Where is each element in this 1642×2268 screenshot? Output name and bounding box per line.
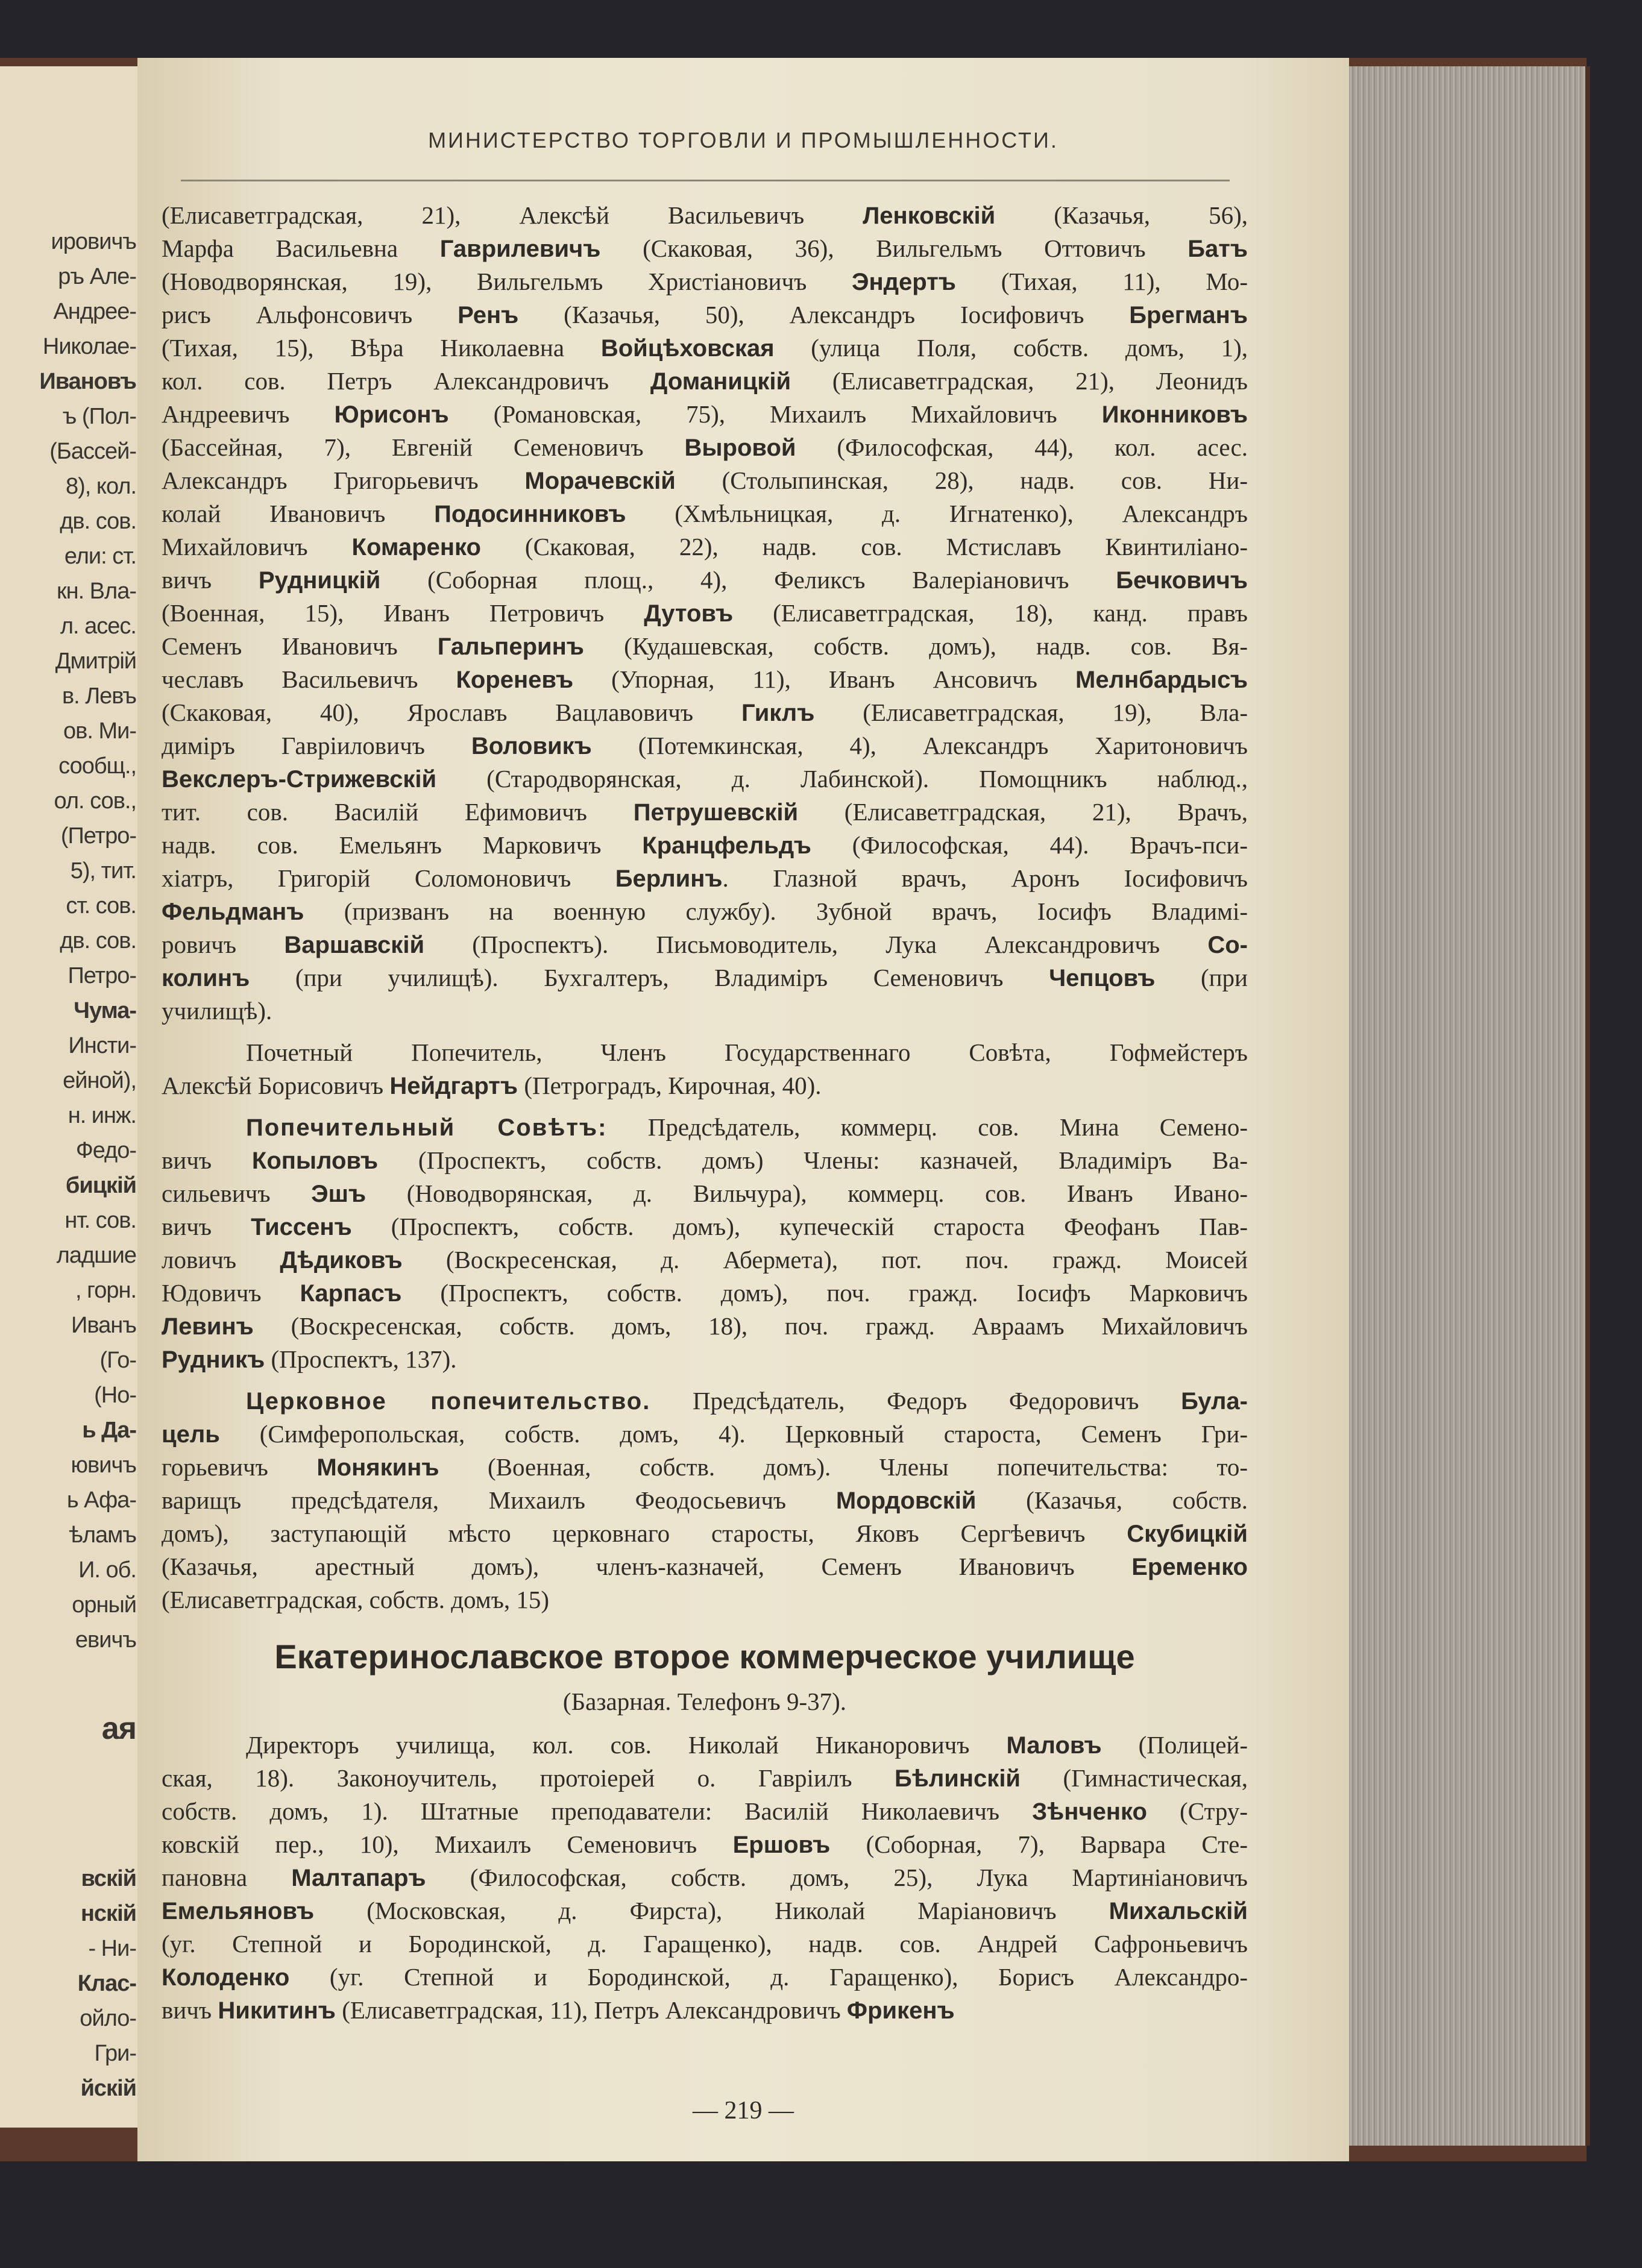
text-run: тит. сов. Василій Ефимовичъ — [162, 798, 634, 826]
text-line — [162, 1729, 1248, 1762]
text-line — [162, 497, 1248, 530]
text-line — [162, 1177, 1248, 1210]
left-page-line: сообщ., — [58, 753, 136, 779]
text-run: (Новодворянская, 19), Вильгельмъ Христіановичъ — [162, 268, 852, 295]
text-line — [162, 1243, 1248, 1277]
text-run: Алексѣй Борисовичъ — [162, 1072, 390, 1099]
surname: Копыловъ — [251, 1148, 379, 1174]
text-run: (Полицей- — [1101, 1731, 1248, 1759]
text-run: кол. сов. Петръ Александровичъ — [162, 367, 650, 395]
text-line — [162, 1484, 1248, 1517]
text-run: (Скаковая, 22), надв. сов. Мстиславъ Квинтиліано- — [480, 533, 1248, 561]
section-lead: Церковное попечительство. — [246, 1388, 651, 1415]
text-run: (Соборная, 7), Варвара Сте- — [830, 1830, 1248, 1858]
text-run: Семенъ Ивановичъ — [162, 632, 438, 660]
left-page-line: Петро- — [68, 963, 136, 988]
text-run: пановна — [162, 1864, 292, 1891]
text-run: (Гимнастическая, — [1021, 1764, 1248, 1792]
surname: Ершовъ — [732, 1832, 831, 1858]
left-page-line: ѣламъ — [69, 1522, 136, 1548]
text-line — [162, 1961, 1248, 1994]
running-head: МИНИСТЕРСТВО ТОРГОВЛИ И ПРОМЫШЛЕННОСТИ. — [428, 128, 1058, 152]
left-page-line: , горн. — [75, 1278, 136, 1303]
text-run: собств. домъ, 1). Штатные преподаватели: Василій Николаевичъ — [162, 1797, 1033, 1825]
text-run: (Философская, 44). Врачъ-пси- — [811, 831, 1248, 859]
surname: Эндертъ — [852, 269, 956, 295]
left-page-line: Николае- — [42, 334, 136, 359]
surname: Емельяновъ — [162, 1898, 315, 1924]
left-page-line: (Бассей- — [49, 439, 136, 464]
left-page-line: дв. сов. — [60, 928, 136, 953]
surname: Була- — [1181, 1388, 1248, 1415]
text-run: ковскій пер., 10), Михаилъ Семеновичъ — [162, 1830, 733, 1858]
text-line — [162, 199, 1248, 232]
text-line — [162, 1310, 1248, 1343]
surname: Кореневъ — [456, 667, 574, 693]
text-run: (при — [1155, 964, 1248, 991]
left-page-line: Дмитрій — [55, 649, 136, 674]
left-page-line: Андрее- — [53, 299, 136, 324]
text-run: (Елисаветградская, 21), Леонидъ — [791, 367, 1248, 395]
surname: Мордовскій — [835, 1487, 977, 1514]
text-run: (Кудашевская, собств. домъ), надв. сов. Вя- — [584, 632, 1248, 660]
surname: Ленковскій — [863, 203, 996, 229]
left-page-line: ь Афа- — [66, 1487, 136, 1513]
surname: Кранцфельдъ — [642, 832, 811, 859]
text-run: (Тихая, 15), Вѣра Николаевна — [162, 334, 601, 362]
left-page-line: Клас- — [77, 1971, 136, 1996]
text-line — [162, 564, 1248, 597]
text-run: горьевичъ — [162, 1453, 317, 1481]
text-line — [162, 1036, 1248, 1069]
text-line — [162, 696, 1248, 729]
surname: Скубицкій — [1127, 1521, 1248, 1547]
left-page-line: ювичъ — [71, 1453, 136, 1478]
text-run: . Глазной врачъ, Аронъ Іосифовичъ — [722, 864, 1248, 892]
left-page-line: ели: ст. — [64, 544, 136, 569]
left-page-line: орный — [72, 1592, 136, 1618]
text-run: ская, 18). Законоучитель, протоіерей о. Гавріилъ — [162, 1764, 895, 1792]
left-page-line: ладшие — [56, 1243, 136, 1268]
text-line — [162, 796, 1248, 829]
text-line — [162, 464, 1248, 497]
text-line — [162, 1894, 1248, 1927]
text-run: (Проспектъ, собств. домъ), купеческій староста Феофанъ Пав- — [351, 1213, 1248, 1240]
text-run: колай Ивановичъ — [162, 500, 435, 527]
surname: Комаренко — [351, 534, 481, 561]
surname: Никитинъ — [218, 1997, 336, 2024]
surname: Маловъ — [1006, 1732, 1102, 1759]
text-run: Почетный Попечитель, Членъ Государственнаго Совѣта, Гофмейстеръ — [246, 1038, 1248, 1066]
surname: Брегманъ — [1129, 302, 1248, 328]
left-page-line: Чума- — [74, 998, 136, 1023]
left-page-line: вскій — [81, 1866, 136, 1891]
text-run: Юдовичъ — [162, 1279, 300, 1307]
text-line — [162, 1111, 1248, 1144]
text-run: (Елисаветградская, 11), Петръ Александровичъ — [335, 1996, 847, 2024]
text-line — [162, 961, 1248, 994]
text-run: (Философская, собств. домъ, 25), Лука Мартиніановичъ — [426, 1864, 1248, 1891]
left-page-line: (Петро- — [60, 823, 136, 849]
text-run: (Упорная, 11), Иванъ Ансовичъ — [573, 665, 1076, 693]
left-page-line: л. асес. — [60, 614, 136, 639]
surname: Левинъ — [162, 1313, 254, 1340]
text-run: (Стародворянская, д. Лабинской). Помощникъ наблюд., — [436, 765, 1248, 793]
left-page-line: Инсти- — [68, 1033, 136, 1058]
text-run: Марфа Васильевна — [162, 234, 440, 262]
text-run: Михайловичъ — [162, 533, 352, 561]
surname: Дутовъ — [644, 600, 734, 627]
text-run: (Бассейная, 7), Евгеній Семеновичъ — [162, 433, 685, 461]
text-line — [162, 265, 1248, 298]
left-page-line: ол. сов., — [54, 788, 136, 814]
text-line — [162, 1277, 1248, 1310]
surname: Колоденко — [162, 1964, 290, 1991]
surname: Варшавскій — [284, 932, 425, 958]
left-page-line: ов. Ми- — [63, 718, 136, 744]
text-run: (Скаковая, 36), Вильгельмъ Оттовичъ — [600, 234, 1188, 262]
paragraph-second-school-staff — [162, 1729, 1248, 2027]
text-run: чеславъ Васильевичъ — [162, 665, 456, 693]
left-page-line: ая — [101, 1711, 136, 1746]
text-run: (Петроградъ, Кирочная, 40). — [518, 1072, 822, 1099]
text-run: варищъ предсѣдателя, Михаилъ Феодосьевичъ — [162, 1486, 836, 1514]
text-run: (Соборная площ., 4), Феликсъ Валеріановичъ — [380, 566, 1116, 594]
text-run: вичъ — [162, 1213, 251, 1240]
text-run: (Московская, д. Фирста), Николай Маріановичъ — [314, 1897, 1109, 1924]
left-page-fragment — [0, 66, 148, 2128]
text-run: (Воскресенская, собств. домъ, 18), поч. гражд. Авраамъ Михайловичъ — [253, 1312, 1248, 1340]
text-run: ловичъ — [162, 1246, 280, 1274]
left-page-line: - Ни- — [88, 1936, 136, 1961]
text-run: училищѣ). — [162, 997, 272, 1025]
text-line — [162, 1550, 1248, 1583]
text-run: диміръ Гавріиловичъ — [162, 732, 471, 759]
text-run: ровичъ — [162, 931, 285, 958]
text-run: (Елисаветградская, собств. домъ, 15) — [162, 1586, 550, 1613]
left-page-line: ойло- — [80, 2006, 136, 2031]
text-line — [162, 895, 1248, 928]
text-line — [162, 663, 1248, 696]
text-run: (при училищѣ). Бухгалтеръ, Владиміръ Семеновичъ — [250, 964, 1049, 991]
text-line — [162, 1517, 1248, 1550]
left-page-line: бицкій — [65, 1173, 136, 1198]
text-run: домъ), заступающій мѣсто церковнаго старосты, Яковъ Сергѣевичъ — [162, 1519, 1127, 1547]
page-edges — [1349, 66, 1590, 2146]
text-run: Директоръ училища, кол. сов. Николай Никаноровичъ — [246, 1731, 1007, 1759]
surname: Дѣдиковъ — [280, 1247, 403, 1274]
surname: Ренъ — [458, 302, 519, 328]
text-line — [162, 762, 1248, 796]
text-line — [162, 1418, 1248, 1451]
text-run: (Хмѣльницкая, д. Игнатенко), Александръ — [626, 500, 1248, 527]
left-page-line: ръ Але- — [58, 264, 136, 289]
text-run: (Симферопольская, собств. домъ, 4). Церковный староста, Семенъ Гри- — [219, 1420, 1248, 1448]
surname: Воловикъ — [471, 733, 592, 759]
surname: Рудникъ — [162, 1346, 265, 1373]
surname: Еременко — [1131, 1554, 1248, 1580]
surname: Фельдманъ — [162, 899, 304, 925]
surname: колинъ — [162, 965, 250, 991]
left-page-line: йскій — [80, 2076, 136, 2101]
left-page-line: 8), кол. — [66, 474, 136, 499]
text-run: (Скаковая, 40), Ярославъ Вацлавовичъ — [162, 699, 742, 726]
left-page-line: Иванъ — [71, 1313, 136, 1338]
text-run: сильевичъ — [162, 1180, 312, 1207]
text-run: (призванъ на военную службу). Зубной врачъ, Іосифъ Владимі- — [304, 897, 1248, 925]
text-run: (Казачья, 50), Александръ Іосифовичъ — [518, 301, 1130, 328]
text-line — [162, 1144, 1248, 1177]
text-run: хіатръ, Григорій Соломоновичъ — [162, 864, 615, 892]
surname: Гиклъ — [741, 700, 815, 726]
text-line — [162, 431, 1248, 464]
surname: Зѣнченко — [1032, 1798, 1147, 1825]
left-page-line: нскій — [80, 1901, 136, 1926]
surname: Векслеръ-Стрижевскій — [162, 766, 437, 793]
text-run: (Казачья, собств. — [976, 1486, 1248, 1514]
left-page-line: И. об. — [78, 1557, 136, 1583]
left-page-line: ь Да- — [82, 1418, 136, 1443]
surname: Бечковичъ — [1116, 567, 1248, 594]
left-page-line: н. инж. — [68, 1103, 136, 1128]
text-line — [162, 331, 1248, 365]
left-page-line: (Но- — [94, 1383, 136, 1408]
text-run: (Военная, собств. домъ). Члены попечительства: то- — [439, 1453, 1248, 1481]
surname: Рудницкій — [258, 567, 381, 594]
text-line — [162, 1451, 1248, 1484]
text-run: (Новодворянская, д. Вильчура), коммерц. сов. Иванъ Ивано- — [366, 1180, 1248, 1207]
text-run: (Столыпинская, 28), надв. сов. Ни- — [675, 466, 1248, 494]
text-line — [162, 994, 1248, 1028]
text-run: (Проспектъ, 137). — [265, 1345, 457, 1373]
text-line — [162, 298, 1248, 331]
text-line — [162, 1828, 1248, 1861]
surname: Гальперинъ — [437, 633, 584, 660]
text-line — [162, 1343, 1248, 1376]
text-run: (улица Поля, собств. домъ, 1), — [774, 334, 1248, 362]
surname: Морачевскій — [524, 468, 676, 494]
text-run: (Проспектъ, собств. домъ), поч. гражд. Іосифъ Марковичъ — [401, 1279, 1248, 1307]
text-run: (Елисаветградская, 18), канд. правъ — [733, 599, 1248, 627]
surname: Берлинъ — [615, 865, 723, 892]
text-run: Андреевичъ — [162, 400, 335, 428]
surname: Иконниковъ — [1101, 401, 1248, 428]
text-line — [162, 1795, 1248, 1828]
text-run: (Казачья, 56), — [995, 201, 1248, 229]
text-run: (Проспектъ). Письмоводитель, Лука Александровичъ — [424, 931, 1208, 958]
surname: Юрисонъ — [334, 401, 449, 428]
text-line — [162, 1583, 1248, 1616]
left-page-line: ст. сов. — [66, 893, 136, 919]
text-run: вичъ — [162, 1996, 218, 2024]
left-page-line: нт. сов. — [64, 1208, 136, 1233]
left-page-line: ейной), — [63, 1068, 136, 1093]
text-line — [162, 729, 1248, 762]
text-run: (Философская, 44), кол. асес. — [796, 433, 1248, 461]
text-line — [162, 232, 1248, 265]
surname: Чепцовъ — [1049, 965, 1156, 991]
text-run: Предсѣдатель, коммерц. сов. Мина Семено- — [607, 1113, 1248, 1141]
text-run: (Проспектъ, собств. домъ) Члены: казначей, Владиміръ Ва- — [378, 1146, 1248, 1174]
text-line — [162, 862, 1248, 895]
text-run: рисъ Альфонсовичъ — [162, 301, 458, 328]
surname: Эшъ — [311, 1181, 366, 1207]
left-page-line: евичъ — [75, 1627, 136, 1653]
paragraph-board-of-trustees — [162, 1111, 1248, 1376]
text-line — [162, 398, 1248, 431]
text-run: (Казачья, арестный домъ), членъ-казначей, Семенъ Ивановичъ — [162, 1553, 1132, 1580]
left-page-line: (Го- — [99, 1348, 136, 1373]
paragraph-honorary-trustee — [162, 1036, 1248, 1102]
text-run: (уг. Степной и Бородинской, д. Гаращенко), Борисъ Александро- — [289, 1963, 1248, 1991]
left-page-line: ъ (Пол- — [62, 404, 136, 429]
text-line — [162, 1210, 1248, 1243]
surname: Батъ — [1187, 236, 1248, 262]
text-run: (Стру- — [1147, 1797, 1248, 1825]
text-run: (Потемкинская, 4), Александръ Харитоновичъ — [591, 732, 1248, 759]
text-run: (уг. Степной и Бородинской, д. Гаращенко), надв. сов. Андрей Сафроньевичъ — [162, 1930, 1248, 1958]
left-page-line: Федо- — [75, 1138, 136, 1163]
left-page-line: Гри- — [94, 2041, 136, 2066]
surname: Доманицкій — [650, 368, 791, 395]
left-page-line: кн. Вла- — [56, 579, 136, 604]
page-number: — 219 — — [693, 2097, 794, 2125]
surname: Михальскій — [1109, 1898, 1248, 1924]
text-run: (Елисаветградская, 19), Вла- — [814, 699, 1248, 726]
left-page-line: ировичъ — [51, 229, 136, 254]
text-run: Предсѣдатель, Федоръ Федоровичъ — [650, 1387, 1181, 1415]
paragraph-staff — [162, 199, 1248, 1028]
text-line — [162, 1861, 1248, 1894]
text-line — [162, 597, 1248, 630]
text-line — [162, 1384, 1248, 1418]
surname: Малтапаръ — [291, 1865, 426, 1891]
text-line — [162, 1927, 1248, 1961]
surname: Бѣлинскій — [895, 1765, 1021, 1792]
surname: Карпасъ — [300, 1280, 402, 1307]
text-column — [162, 199, 1248, 2027]
text-line — [162, 1069, 1248, 1102]
text-line — [162, 1762, 1248, 1795]
header-rule — [181, 180, 1230, 181]
surname: Тиссенъ — [251, 1214, 352, 1240]
text-line — [162, 1994, 1248, 2027]
surname: Монякинъ — [316, 1454, 439, 1481]
surname: Войцѣховская — [600, 335, 775, 362]
left-page-line: в. Левъ — [61, 683, 136, 709]
surname: Фрикенъ — [846, 1997, 955, 2024]
text-run: (Военная, 15), Иванъ Петровичъ — [162, 599, 644, 627]
surname: Подосинниковъ — [434, 501, 626, 527]
text-run: надв. сов. Емельянъ Марковичъ — [162, 831, 643, 859]
surname: Нейдгартъ — [389, 1073, 518, 1099]
surname: цель — [162, 1421, 220, 1448]
section-subtitle: (Базарная. Телефонъ 9-37). — [562, 1688, 847, 1715]
text-line — [162, 928, 1248, 961]
text-run: вичъ — [162, 1146, 252, 1174]
surname: Гаврилевичъ — [439, 236, 601, 262]
left-page-line: дв. сов. — [60, 509, 136, 534]
text-run: Александръ Григорьевичъ — [162, 466, 525, 494]
left-page-line: Ивановъ — [39, 369, 136, 394]
surname: Со- — [1207, 932, 1248, 958]
text-run: (Тихая, 11), Мо- — [955, 268, 1248, 295]
text-run: (Романовская, 75), Михаилъ Михайловичъ — [448, 400, 1102, 428]
text-line — [162, 530, 1248, 564]
left-page-line: 5), тит. — [70, 858, 136, 884]
text-run: (Воскресенская, д. Абермета), пот. поч. гражд. Моисей — [402, 1246, 1248, 1274]
surname: Петрушевскій — [633, 799, 799, 826]
text-run: (Елисаветградская, 21), Врачъ, — [798, 798, 1248, 826]
surname: Мелнбардысъ — [1075, 667, 1248, 693]
text-line — [162, 829, 1248, 862]
text-run: (Елисаветградская, 21), Алексѣй Васильевичъ — [162, 201, 863, 229]
text-line — [162, 630, 1248, 663]
text-run: вичъ — [162, 566, 259, 594]
section-title: Екатеринославское второе коммерческое училище — [274, 1638, 1135, 1676]
surname: Выровой — [684, 435, 796, 461]
paragraph-church-trusteeship — [162, 1384, 1248, 1616]
text-line — [162, 365, 1248, 398]
section-lead: Попечительный Совѣтъ: — [246, 1114, 608, 1141]
